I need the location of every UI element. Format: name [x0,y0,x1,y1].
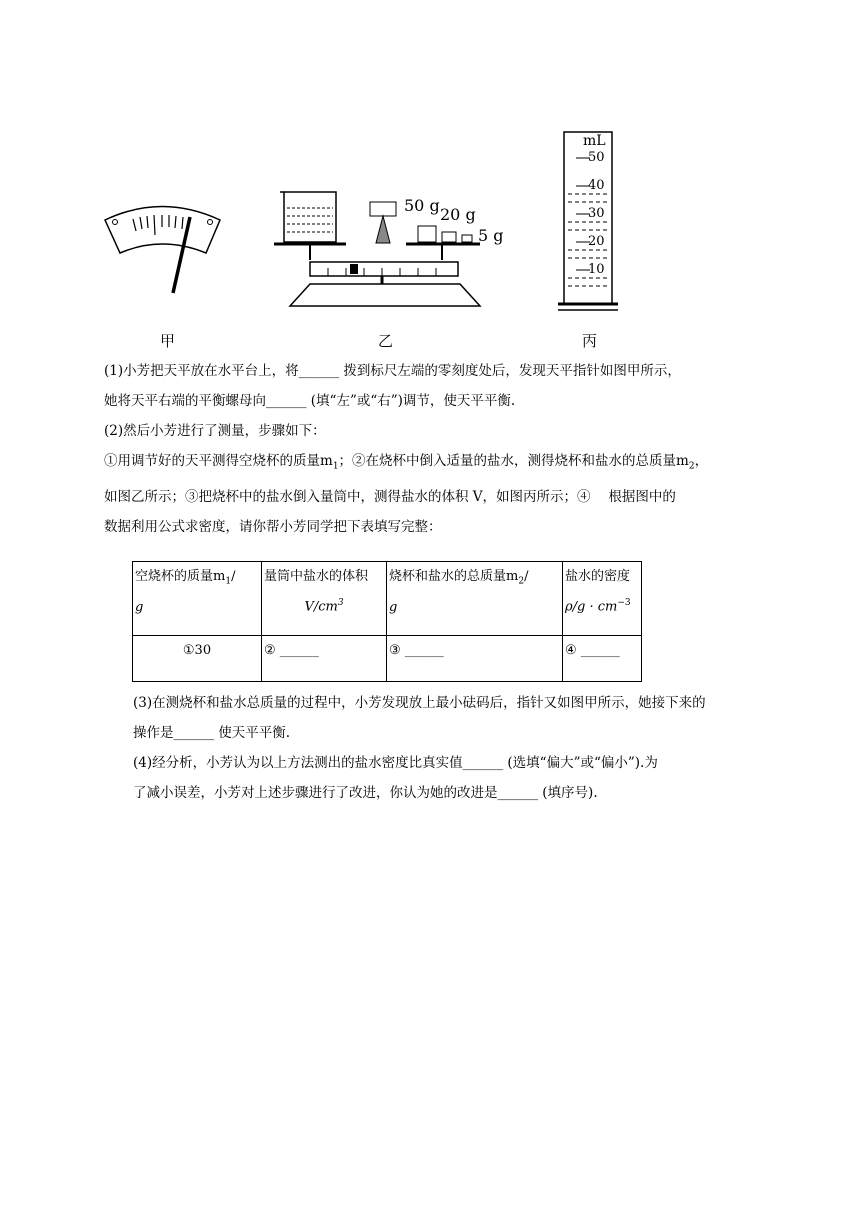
cylinder-mark-10: 10 [588,262,605,277]
question-3 [133,688,765,748]
cell-volume: ② ______ [262,636,387,682]
figure-caption-yi: 乙 [378,332,394,350]
question-4-line-1: (4)经分析，小芳认为以上方法测出的盐水密度比真实值______ (选填“偏大”或“偏小”).为 [133,755,658,771]
m1-subscript: 1 [332,461,339,472]
data-table [132,561,642,682]
weight-20g-label: 20 g [440,205,476,224]
step-1-text: ①用调节好的天平测得空烧杯的质量m [104,453,333,469]
question-4 [133,748,765,808]
header-total-mass: 烧杯和盐水的总质量$m_2/$ g [387,562,563,636]
dial-figure [100,195,225,300]
question-3-line-1: (3)在测烧杯和盐水总质量的过程中，小芳发现放上最小砝码后，指针又如图甲所示，她接下来的 [133,695,706,711]
cylinder-mark-30: 30 [588,206,605,221]
question-1-line-1: (1)小芳把天平放在水平台上，将______ 拨到标尺左端的零刻度处后，发现天平指针如图甲所示， [104,363,681,379]
step-line-end: ， [694,453,709,469]
cell-empty-beaker-mass: ①30 [133,636,262,682]
question-1-line-2: 她将天平右端的平衡螺母向______ (填“左”或“右”)调节，使天平平衡. [104,393,516,409]
question-1 [104,356,764,416]
question-2-intro: (2)然后小芳进行了测量，步骤如下： [104,423,326,439]
header-volume: 量筒中盐水的体积 $V/cm^3$ [262,562,387,636]
weight-50g-label: 50 g [404,196,440,215]
question-3-line-2: 操作是______ 使天平平衡. [133,725,291,741]
figure-caption-bing: 丙 [582,332,598,350]
cylinder-unit-label: mL [583,133,606,149]
cylinder-mark-40: 40 [588,178,605,193]
cylinder-mark-50: 50 [588,150,605,165]
weight-5g-label: 5 g [478,226,504,245]
cell-density: ④ ______ [563,636,642,682]
cell-total-mass: ③ ______ [387,636,563,682]
m2-subscript: 2 [688,461,695,472]
step-2-text: ；②在烧杯中倒入适量的盐水，测得烧杯和盐水的总质量m [338,453,689,469]
question-4-line-2: 了减小误差，小芳对上述步骤进行了改进，你认为她的改进是______ (填序号). [133,785,598,801]
figure-caption-jia: 甲 [160,332,176,350]
question-2 [104,416,764,542]
question-2-steps-line [104,446,764,482]
header-empty-beaker-mass: 空烧杯的质量$m_1/$ g [133,562,262,636]
question-2-line-4: 数据利用公式求密度，请你帮小芳同学把下表填写完整： [104,518,442,535]
header-density: 盐水的密度 $\rho/g \cdot cm^{-3}$ [563,562,642,636]
question-2-line-3: 如图乙所示；③把烧杯中的盐水倒入量筒中，测得盐水的体积 V，如图丙所示；④ 根据图中的 [104,488,676,505]
cylinder-mark-20: 20 [588,234,605,249]
